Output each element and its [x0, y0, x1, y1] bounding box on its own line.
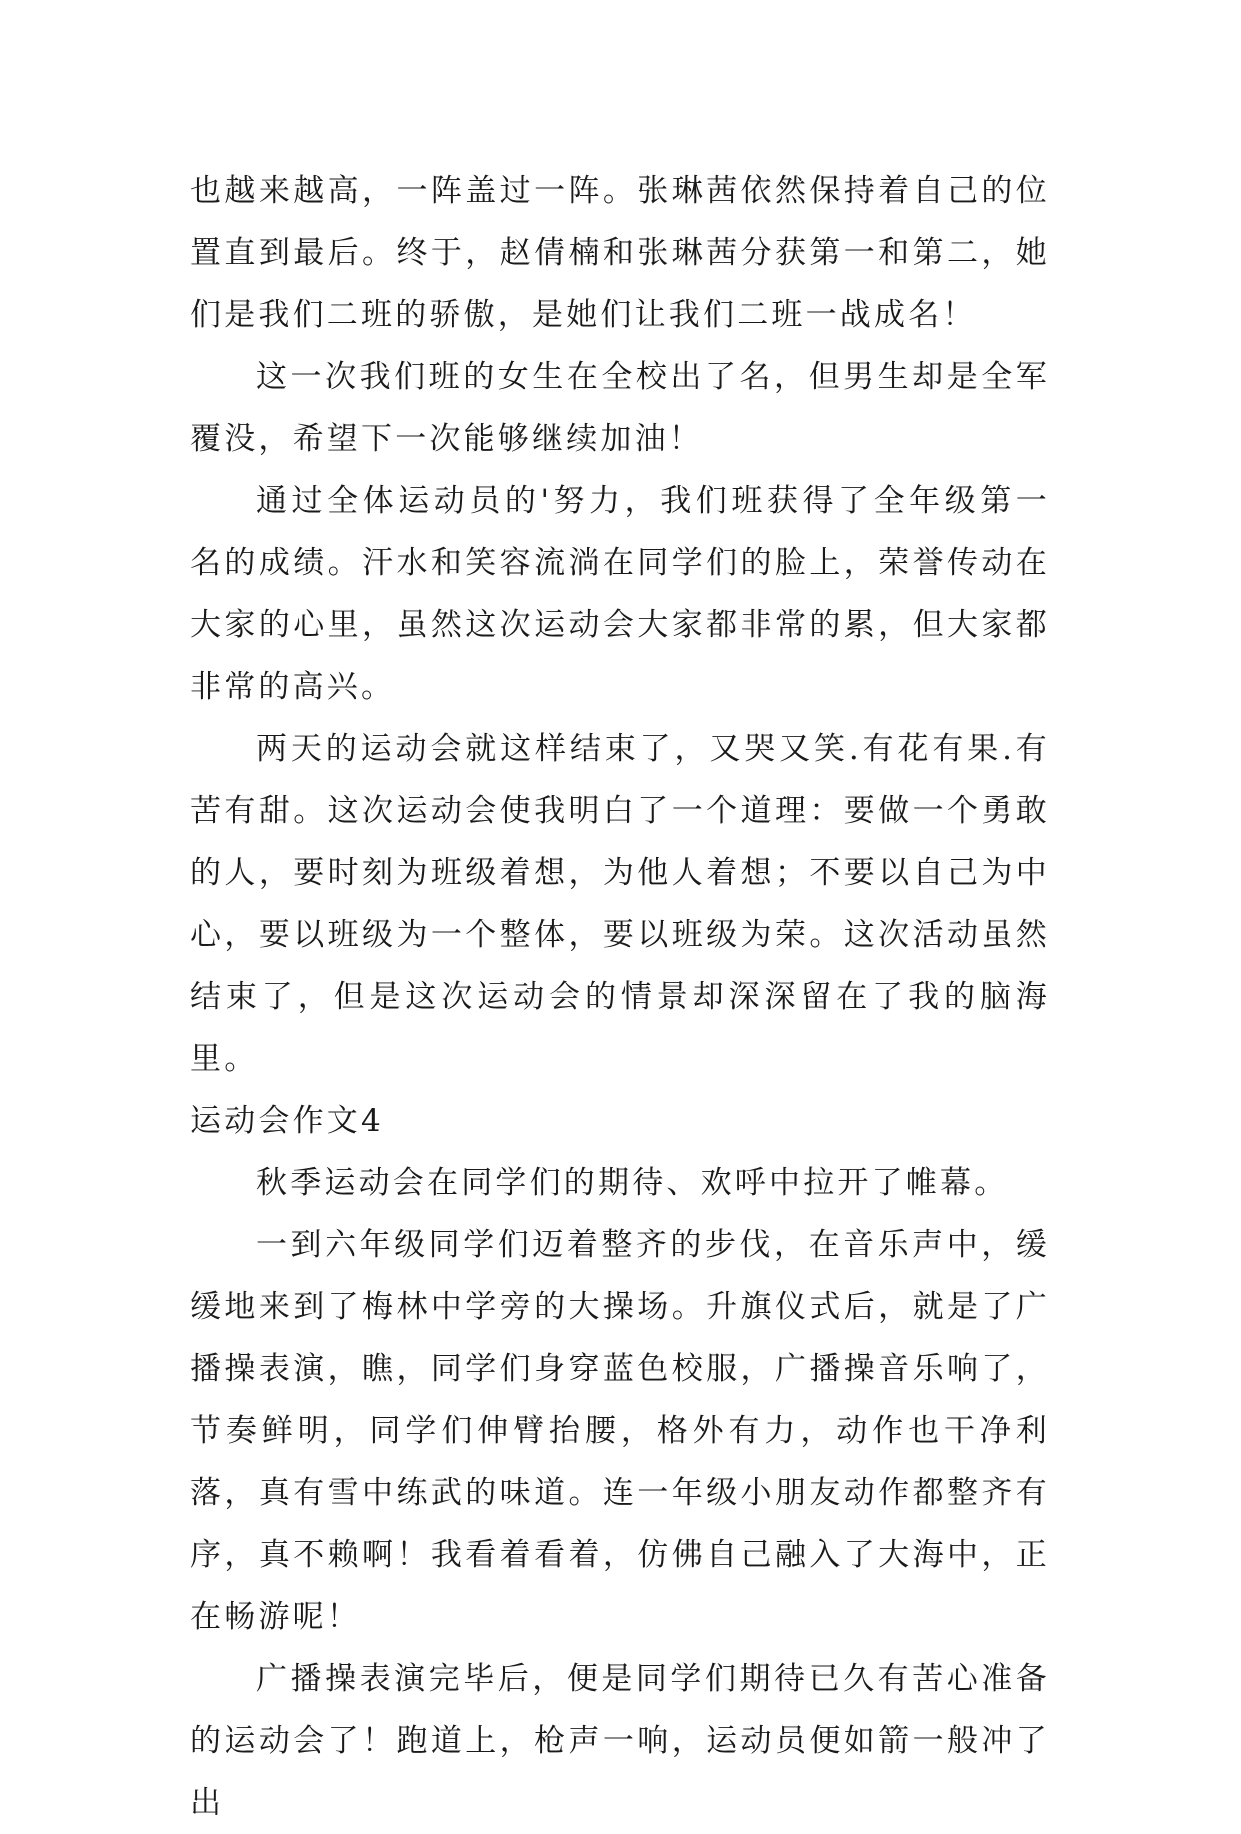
paragraph: 秋季运动会在同学们的期待、欢呼中拉开了帷幕。 [256, 1165, 1009, 1201]
document-body [190, 160, 1050, 1834]
paragraph: 这一次我们班的女生在全校出了名，但男生却是全军覆没，希望下一次能够继续加油！ [190, 359, 1050, 457]
paragraph: 广播操表演完毕后，便是同学们期待已久有苦心准备的运动会了！跑道上，枪声一响，运动员便如箭一般冲了出 [190, 1661, 1050, 1821]
paragraph: 两天的运动会就这样结束了，又哭又笑.有花有果.有苦有甜。这次运动会使我明白了一个道理：要做一个勇敢的人，要时刻为班级着想，为他人着想；不要以自己为中心，要以班级为一个整体，要以班级为荣。这次活动虽然结束了，但是这次运动会的情景却深深留在了我的脑海里。 [190, 731, 1050, 1077]
paragraph-continued: 也越来越高，一阵盖过一阵。张琳茜依然保持着自己的位置直到最后。终于，赵倩楠和张琳茜分获第一和第二，她们是我们二班的骄傲，是她们让我们二班一战成名！ [190, 173, 1050, 333]
section-heading: 运动会作文4 [190, 1103, 384, 1139]
paragraph: 一到六年级同学们迈着整齐的步伐，在音乐声中，缓缓地来到了梅林中学旁的大操场。升旗仪式后，就是了广播操表演，瞧，同学们身穿蓝色校服，广播操音乐响了，节奏鲜明，同学们伸臂抬腰，格外有力，动作也干净利落，真有雪中练武的味道。连一年级小朋友动作都整齐有序，真不赖啊！我看着看着，仿佛自己融入了大海中，正在畅游呢！ [190, 1227, 1050, 1635]
paragraph: 通过全体运动员的'努力，我们班获得了全年级第一名的成绩。汗水和笑容流淌在同学们的脸上，荣誉传动在大家的心里，虽然这次运动会大家都非常的累，但大家都非常的高兴。 [190, 483, 1050, 705]
